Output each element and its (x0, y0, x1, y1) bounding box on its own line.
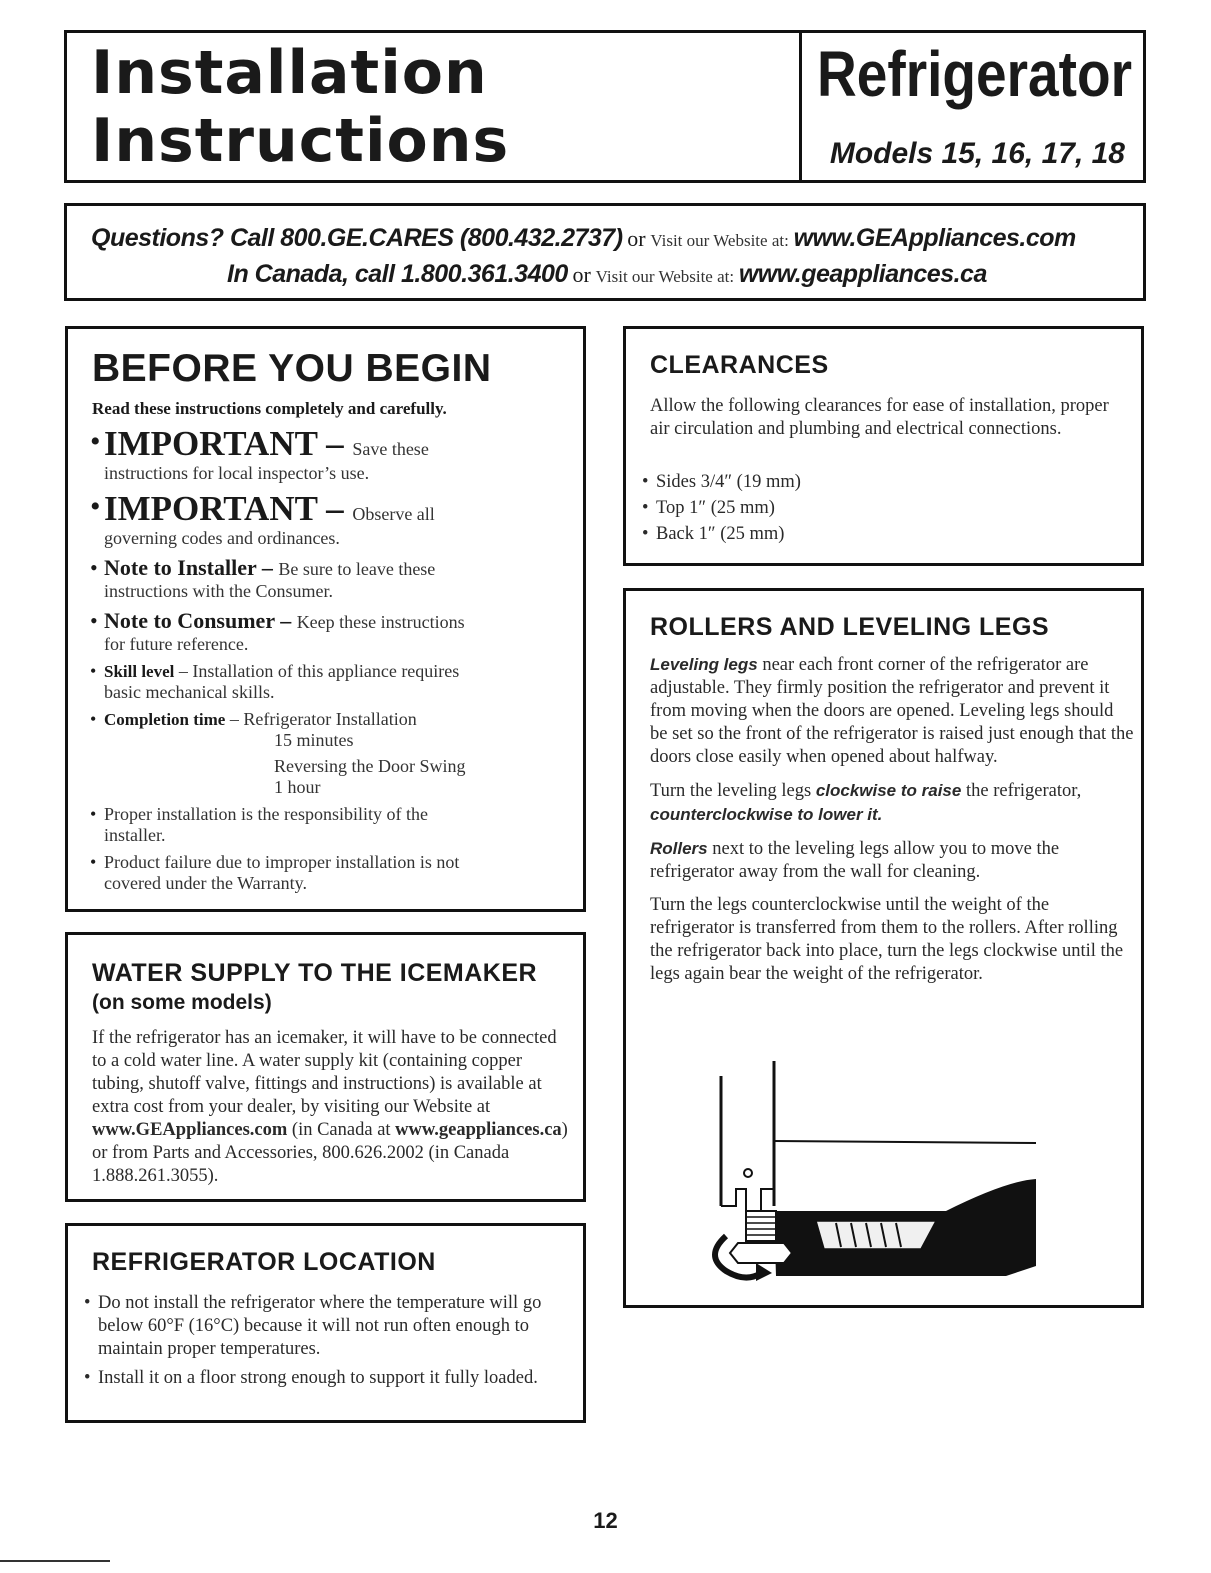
completion-time-reverse: 1 hour (274, 777, 321, 797)
paragraph-text: If the refrigerator has an icemaker, it will have to be connected to a cold water line. A water supply kit (containing copper tubing, shutoff valve, fittings and instructions) is available at extra cost from your dealer, by visiting our Website at (92, 1028, 557, 1117)
rollers-leveling-section (623, 588, 1144, 1308)
list-item: • Do not install the refrigerator where the temperature will go below 60°F (16°C) because it will not run often enough to maintain proper temperatures. (72, 1292, 572, 1361)
us-website-link[interactable]: www.GEAppliances.com (793, 224, 1076, 252)
product-name: Refrigerator (817, 38, 1133, 110)
ge-website-link[interactable]: www.GEAppliances.com (92, 1120, 288, 1140)
paragraph-text: near each front corner of the refrigerator are adjustable. They firmly position the refrigerator and prevent it from moving when the doors are opened. Leveling legs should be set so the front of the refrigerator is raised just enough that the doors close easily when opened about halfway. (650, 655, 1134, 767)
item-text-cont: instructions for local inspector’s use. (104, 463, 370, 483)
item-text: Observe all (352, 504, 435, 524)
visit-text: Visit our Website at: (650, 231, 789, 250)
list-item (78, 608, 578, 655)
clearances-list (630, 471, 1110, 552)
item-dash: – (317, 489, 353, 528)
item-label: IMPORTANT (104, 424, 318, 463)
location-list (72, 1292, 572, 1396)
section-title: WATER SUPPLY TO THE ICEMAKER (92, 959, 538, 987)
paragraph (650, 837, 1134, 884)
models-label: Models 15, 16, 17, 18 (829, 137, 1125, 170)
section-title: ROLLERS AND LEVELING LEGS (650, 613, 1050, 641)
item-dash: – (174, 661, 193, 681)
item-text-cont: basic mechanical skills. (104, 682, 275, 702)
section-title: BEFORE YOU BEGIN (92, 347, 492, 390)
contact-box (64, 203, 1146, 301)
paragraph (650, 894, 1134, 986)
item-text: Save these (352, 439, 429, 459)
water-paragraph (92, 1027, 572, 1188)
item-dash: – (225, 709, 244, 729)
us-phone: Questions? Call 800.GE.CARES (800.432.2737) (91, 224, 623, 252)
item-text-cont: covered under the Warranty. (104, 873, 307, 893)
list-item (78, 852, 578, 894)
visit-text: Visit our Website at: (595, 267, 735, 286)
item-text-cont: installer. (104, 825, 166, 845)
list-item (78, 661, 578, 703)
item-text: Refrigerator Installation (243, 709, 417, 729)
item-text: Installation of this appliance requires (192, 661, 460, 681)
emphasis-text: Leveling legs (650, 655, 758, 674)
section-subtitle: Read these instructions completely and carefully. (92, 399, 447, 418)
canada-contact-line (227, 260, 987, 289)
section-subtitle: (on some models) (92, 991, 272, 1014)
refrigerator-location-section (65, 1223, 586, 1423)
paragraph-text: next to the leveling legs allow you to move the refrigerator away from the wall for cleaning. (650, 839, 1060, 882)
item-dash: – (274, 608, 297, 633)
paragraph (650, 653, 1134, 769)
reversing-door-label: Reversing the Door Swing (274, 756, 466, 776)
item-label: Skill level (104, 662, 175, 681)
us-contact-line (91, 224, 1076, 253)
emphasis-text: Rollers (650, 839, 708, 858)
page-number: 12 (593, 1508, 618, 1533)
paragraph-text: (in Canada at (287, 1120, 396, 1140)
list-item (78, 490, 578, 549)
paragraph-text: the refrigerator, (961, 781, 1082, 801)
water-supply-section (65, 932, 586, 1202)
item-label: Note to Consumer (104, 608, 275, 633)
item-text: Keep these instructions (296, 612, 465, 632)
ge-canada-website-link[interactable]: www.geappliances.ca (395, 1120, 562, 1140)
canada-website-link[interactable]: www.geappliances.ca (738, 260, 987, 288)
or-text: or (627, 226, 646, 251)
item-label: Note to Installer (104, 555, 257, 580)
item-dash: – (256, 555, 279, 580)
document-header (64, 30, 1146, 183)
canada-phone: In Canada, call 1.800.361.3400 (227, 260, 568, 288)
paragraph-text: Turn the leveling legs (650, 781, 816, 801)
item-dash: – (317, 424, 353, 463)
before-you-begin-section (65, 326, 586, 912)
list-item (78, 425, 578, 484)
item-label: Completion time (104, 710, 226, 729)
emphasis-text: counterclockwise to lower it. (650, 805, 883, 824)
item-text: Proper installation is the responsibility of the (104, 804, 428, 824)
section-title: CLEARANCES (650, 351, 829, 379)
rollers-body (650, 653, 1134, 996)
title-line-2: Instructions (91, 106, 510, 176)
paragraph-text: Turn the legs counterclockwise until the weight of the refrigerator is transferred from them to the rollers. After rolling the refrigerator back into place, turn the legs clockwise until the legs again bear the weight of the refrigerator. (650, 895, 1124, 984)
list-item (78, 804, 578, 846)
section-title: REFRIGERATOR LOCATION (92, 1248, 436, 1276)
item-text: Be sure to leave these (278, 559, 436, 579)
header-title-block (67, 33, 802, 180)
list-item (78, 555, 578, 602)
footer-divider (0, 1560, 110, 1562)
paragraph (650, 779, 1134, 827)
or-text: or (572, 262, 591, 287)
clearances-intro: Allow the following clearances for ease of installation, proper air circulation and plumbing and electrical connections. (650, 396, 1109, 439)
clearances-section (623, 326, 1144, 566)
before-list (78, 425, 578, 900)
item-text: Product failure due to improper installation is not (104, 852, 460, 872)
item-text-cont: governing codes and ordinances. (104, 528, 340, 548)
leveling-leg-illustration (706, 1061, 1046, 1281)
title-line-1: Installation (91, 38, 488, 108)
paragraph-text: ) or from Parts and Accessories, 800.626.2002 (in Canada 1.888.261.3055). (92, 1120, 568, 1186)
item-label: IMPORTANT (104, 489, 318, 528)
list-item: • Sides 3/4″ (19 mm) (630, 471, 1110, 494)
list-item: • Back 1″ (25 mm) (630, 523, 1110, 546)
completion-time-install: 15 minutes (274, 730, 354, 750)
list-item: • Top 1″ (25 mm) (630, 497, 1110, 520)
list-item: • Install it on a floor strong enough to support it fully loaded. (72, 1367, 572, 1390)
item-text-cont: for future reference. (104, 634, 249, 654)
item-text-cont: instructions with the Consumer. (104, 581, 333, 601)
list-item (78, 709, 578, 798)
emphasis-text: clockwise to raise (815, 781, 962, 800)
